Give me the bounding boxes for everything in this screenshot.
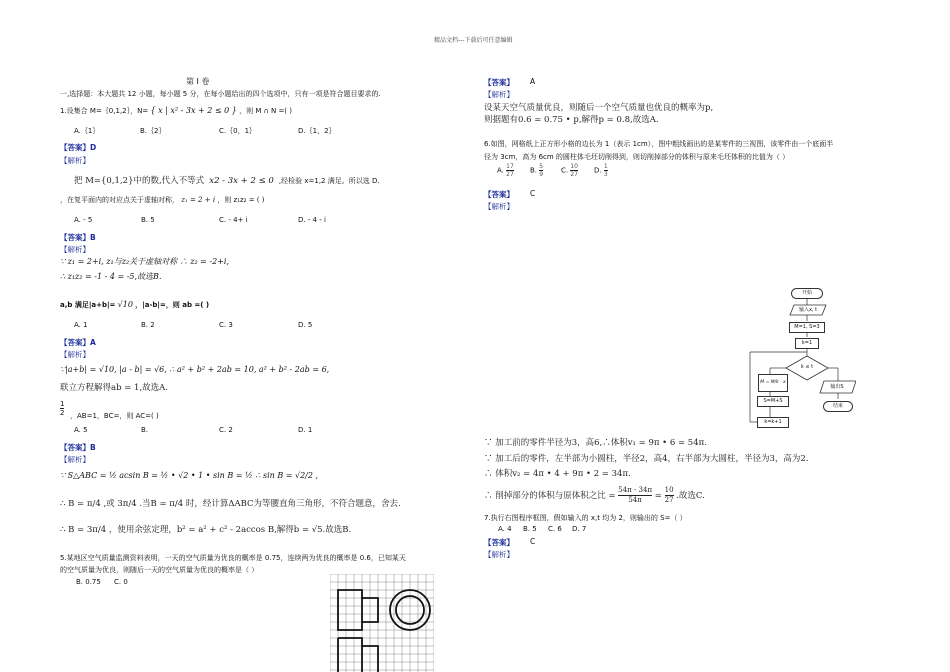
q6-stem-2: 径为 3cm，高为 6cm 的圆柱体毛坯切削得到，则切削掉部分的体积与原来毛坯体积的比值为（ ） [484, 153, 790, 161]
q3-stem [60, 300, 209, 310]
q6-opt-b-den: 9 [539, 171, 544, 178]
q5-opt-c: C. 0 [114, 578, 128, 586]
q3-stem-a: a,b 满足|a+b|= [60, 301, 116, 309]
q2-answer: 【答案】B [60, 233, 96, 242]
q1-explain [74, 168, 380, 187]
q4-opt-c: C. 2 [219, 426, 233, 434]
q2-stem-expr: z₁ = 2 + i [181, 196, 216, 204]
top-view-left [338, 638, 362, 672]
q6-opt-d-letter: D. [594, 166, 602, 175]
q7-answer-label: 【答案】 [484, 538, 514, 547]
q1-stem-a: 1.设集合 M=｛0,1,2｝，N= [60, 107, 149, 115]
q6-opt-c [561, 163, 578, 178]
q6-line2: ∵ 加工后的零件，左半部为小圆柱，半径2，高4，右半部为大圆柱，半径为3，高为2. [484, 454, 809, 464]
flowchart-condition: k ≤ t [800, 364, 814, 370]
q1-opt-b: B.｛2｝ [140, 127, 166, 135]
q6-stem-1: 6.如图，网格纸上正方形小格的边长为 1（表示 1cm），图中粗线画出的是某零件的三视图，该零件由一个底面半 [484, 140, 834, 148]
q2-stem-a: ，在复平面内的对应点关于虚轴对称， [60, 196, 179, 204]
grid-lines [330, 574, 434, 672]
q3-opt-c: C. 3 [219, 321, 233, 329]
q7-stem: 7.执行右图程序框图，假如输入的 x,t 均为 2，则输出的 S=（ ） [484, 514, 687, 522]
q3-stem-sqrt: √10 [117, 300, 133, 309]
q6-opt-a-letter: A. [497, 166, 504, 175]
q3-opt-a: A. 1 [74, 321, 88, 329]
q4-line3: ∴ B = 3π/4 ，使用余弦定理，b² = a² + c² - 2accos B,解得b = √5.故选B. [60, 525, 352, 535]
flowchart-end: 结束 [823, 401, 853, 412]
q6-analysis-label: 【解析】 [484, 202, 514, 211]
q2-stem [60, 195, 265, 205]
q2-line2: ∴ z₁z₂ = -1 - 4 = -5,故选B. [60, 272, 162, 281]
flowchart-m-update: M = M/k · x [758, 374, 788, 392]
q6-opt-c-letter: C. [561, 166, 569, 175]
q4-answer: 【答案】B [60, 443, 96, 452]
q1-opt-d: D.｛1，2｝ [298, 127, 336, 135]
flowchart-input-label: 输入x, t [798, 307, 818, 313]
q4-analysis-label: 【解析】 [60, 455, 90, 464]
q4-line1: ∵ S△ABC = ½ acsin B = ½ • √2 • 1 • sin B = ½ ∴ sin B = √2/2 , [60, 471, 319, 480]
q6-opt-d [594, 163, 608, 178]
q6-line4-b: .故选C. [676, 491, 705, 501]
q6-line4 [484, 486, 705, 505]
q7-opt-b: B. 5 [523, 525, 537, 533]
q1-opt-a: A.｛1｝ [74, 127, 100, 135]
q6-opt-b-num: 5 [539, 163, 544, 170]
q4-frac-num: 1 [60, 400, 65, 408]
q5-answer-label: 【答案】 [484, 78, 514, 87]
q6-opt-b [530, 163, 543, 178]
q3-line2: 联立方程解得ab = 1,故选A. [60, 383, 168, 393]
q6-opt-d-den: 3 [603, 171, 608, 178]
q1-explain-expr: x2 - 3x + 2 ≤ 0 [209, 176, 274, 186]
q6-opt-a-den: 27 [506, 171, 514, 178]
q6-answer-label: 【答案】 [484, 190, 514, 199]
q6-line4-den: 54π [628, 496, 642, 504]
q6-line3: ∴ 体积v₂ = 4π • 4 + 9π • 2 = 34π. [484, 469, 631, 479]
flowchart-init: M=1, S=3 [789, 322, 825, 333]
q7-opt-d: D. 7 [572, 525, 587, 533]
q2-analysis-label: 【解析】 [60, 245, 90, 254]
q5-answer-value: A [530, 77, 536, 86]
three-view-figure [330, 574, 434, 672]
q1-explain-b: ,经检验 x=1,2 满足。所以选 D. [278, 177, 380, 185]
q6-line4-a: ∴ 削掉部分的体积与原体积之比 = [484, 491, 616, 501]
q3-line1: ∵|a+b| = √10, |a - b| = √6, ∴ a² + b² + 2ab = 10, a² + b² - 2ab = 6, [60, 365, 330, 374]
q6-opt-a-num: 17 [506, 163, 514, 170]
q1-stem [60, 106, 292, 116]
q2-opt-b: B. 5 [141, 216, 155, 224]
q1-analysis-label: 【解析】 [60, 156, 90, 165]
q6-line4-eq: = [654, 491, 662, 501]
q7-opt-a: A. 4 [498, 525, 512, 533]
q2-line1: ∵ z₁ = 2+i, z₁与z₂关于虚轴对称 ∴ z₂ = -2+i, [60, 257, 230, 266]
q3-opt-d: D. 5 [298, 321, 313, 329]
q7-answer-value: C [530, 537, 536, 546]
front-view-left [338, 590, 362, 630]
q3-answer: 【答案】A [60, 338, 96, 347]
q1-stem-b: ，则 M ∩ N =( ) [239, 107, 292, 115]
q2-opt-a: A. - 5 [74, 216, 93, 224]
flowchart-start: 开始 [791, 288, 823, 299]
q6-line4-den2: 27 [664, 496, 674, 504]
q1-explain-a: 把 M={0,1,2}中的数,代入不等式 [74, 176, 205, 186]
q6-opt-a [497, 163, 514, 178]
q4-opt-b: B. [141, 426, 149, 434]
q1-opt-c: C.｛0，1｝ [219, 127, 257, 135]
q2-opt-c: C. - 4+ i [219, 216, 248, 224]
q5-analysis-label: 【解析】 [484, 90, 514, 99]
q5-stem-2: 的空气质量为优良，则随后一天的空气质量为优良的概率是（ ） [60, 566, 259, 574]
q6-line1: ∵ 加工前的零件半径为3，高6,∴体积v₁ = 9π • 6 = 54π. [484, 438, 707, 448]
q6-line4-num2: 10 [664, 486, 674, 494]
q3-opt-b: B. 2 [141, 321, 155, 329]
q6-opt-c-den: 27 [570, 171, 578, 178]
page-header: 精品文档---下载后可任意编辑 [434, 37, 513, 44]
q3-analysis-label: 【解析】 [60, 350, 90, 359]
q6-answer-value: C [530, 189, 536, 198]
q4-fraction [60, 398, 64, 417]
q4-opt-d: D. 1 [298, 426, 313, 434]
q1-set-expr: { x | x² - 3x + 2 ≤ 0 } [150, 106, 237, 115]
q1-answer: 【答案】D [60, 143, 97, 152]
flowchart-s-update: S=M+S [757, 396, 789, 407]
volume-title: 第 I 卷 [186, 77, 210, 86]
q3-stem-b: ，|a-b|=，则 ab =( ) [135, 301, 210, 309]
q4-stem: ，AB=1，BC=，则 AC=( ) [70, 412, 159, 420]
q5-opt-b: B. 0.75 [76, 578, 101, 586]
q7-opt-c: C. 6 [548, 525, 562, 533]
q4-line2: ∴ B = π/4 ,或 3π/4 .当B = π/4 时，经计算ΔABC为等腰直角三角形，不符合题意，舍去. [60, 499, 401, 509]
q6-opt-b-letter: B. [530, 166, 538, 175]
flowchart-k-init: k=1 [795, 338, 819, 349]
q4-opt-a: A. 5 [74, 426, 88, 434]
q2-stem-b: ，则 z₁z₂ = ( ) [217, 196, 265, 204]
instructions: 一,选择题：本大题共 12 小题，每小题 5 分，在每小题给出的四个选项中，只有一项是符合题目要求的. [60, 90, 381, 98]
q5-analysis-line1: 设某天空气质量优良，则随后一个空气质量也优良的概率为p, [484, 103, 714, 113]
flowchart-output: 输出S [830, 384, 844, 390]
q4-frac-den: 2 [60, 409, 65, 417]
q5-analysis-line2: 则据题有0.6 = 0.75 • p,解得p = 0.8,故选A. [484, 115, 659, 125]
q5-stem-1: 5.某地区空气质量监测资料表明，一天的空气质量为优良的概率是 0.75，连续两为优良的概率是 0.6，已知某天 [60, 554, 406, 562]
q7-analysis-label: 【解析】 [484, 550, 514, 559]
q2-opt-d: D. - 4 - i [298, 216, 326, 224]
q6-line4-num: 54π - 34π [618, 486, 653, 494]
q6-opt-d-num: 1 [603, 163, 608, 170]
flowchart-k-update: k=k+1 [757, 417, 789, 428]
q6-opt-c-num: 10 [570, 163, 578, 170]
